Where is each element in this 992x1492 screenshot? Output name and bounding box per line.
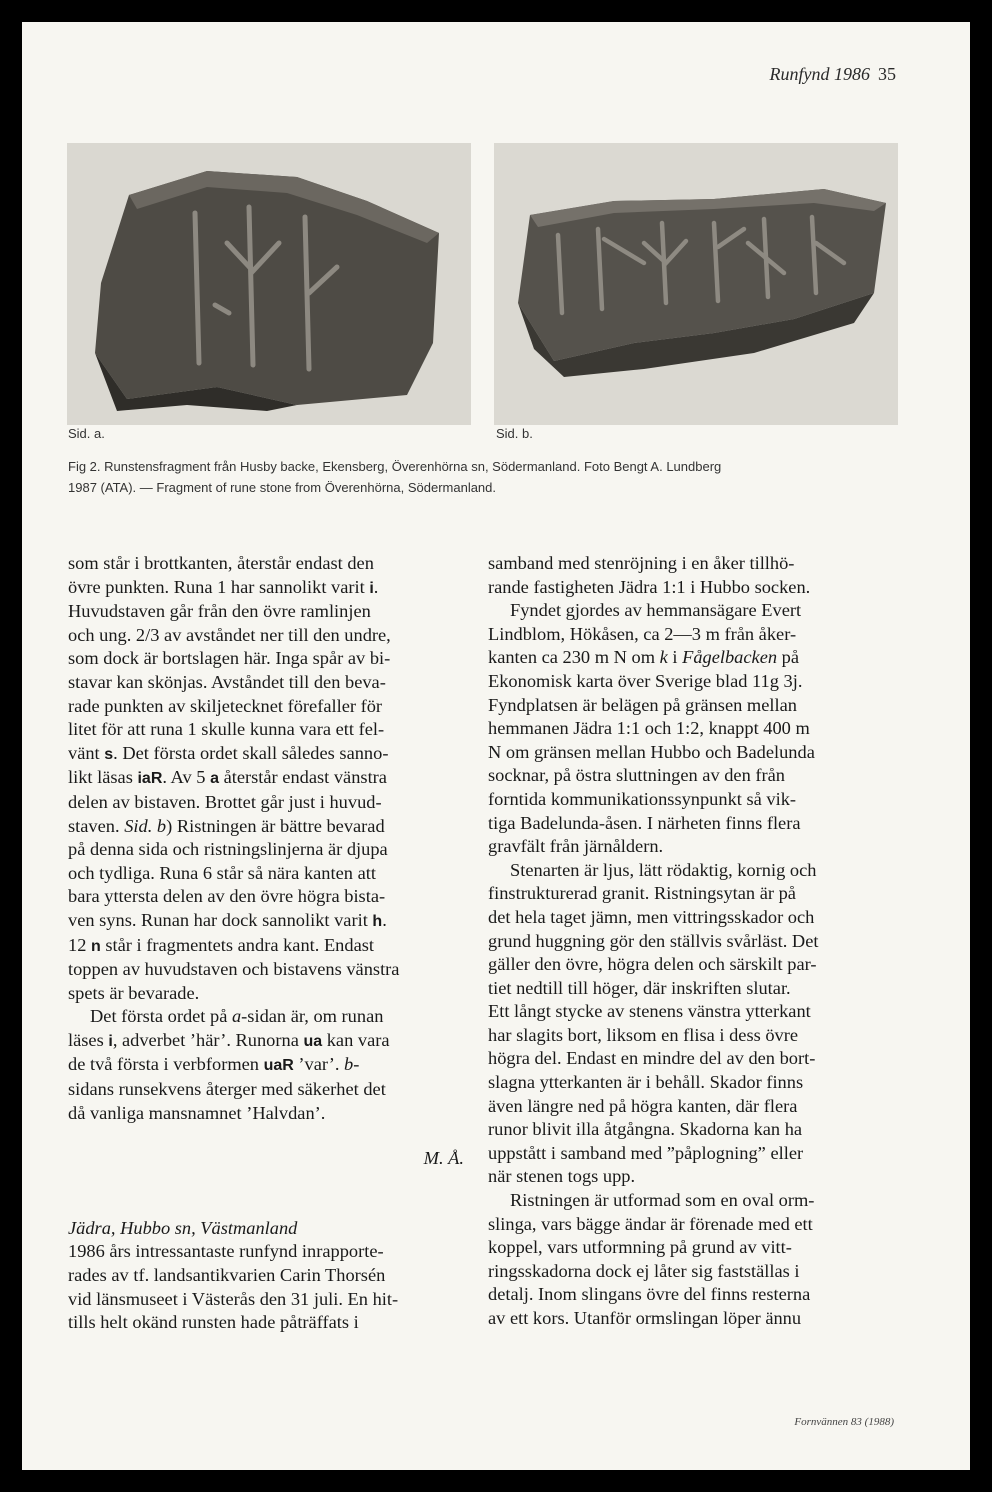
rune-transliteration: n xyxy=(91,937,101,955)
caption-line: 1987 (ATA). — Fragment of rune stone from Överenhörna, Södermanland. xyxy=(68,480,497,495)
text-run: de två första i verbformen xyxy=(68,1054,264,1075)
right-column xyxy=(488,552,900,1331)
text-line: uppstått i samband med ”påplogning” eller xyxy=(488,1142,804,1163)
photo-side-a xyxy=(67,143,471,425)
text-line: som dock är bortslagen här. Inga spår av bi- xyxy=(68,648,391,669)
text-line: på denna sida och ristningslinjerna är djupa xyxy=(68,839,388,860)
text-line: slagna ytterkanten är i behåll. Skador finns xyxy=(488,1072,804,1093)
text-run: återstår endast vänstra xyxy=(218,767,387,788)
text-run: - xyxy=(353,1054,360,1075)
rune-transliteration: h xyxy=(372,912,383,930)
text-line: Ett långt stycke av stenens vänstra ytterkant xyxy=(488,1001,811,1022)
paragraph xyxy=(68,1005,464,1125)
caption-line: Fig 2. Runstensfragment från Husby backe, Ekensberg, Överenhörna sn, Södermanland. Foto Bengt A. Lundberg xyxy=(68,459,722,474)
figure-caption xyxy=(68,456,908,498)
text-run: . xyxy=(382,909,387,930)
text-line xyxy=(68,934,464,959)
text-run: . xyxy=(373,576,379,597)
text-line: delen av bistaven. Brottet går just i huvud- xyxy=(68,791,382,812)
text-line: när stenen togs upp. xyxy=(488,1166,636,1187)
text-line: Fyndplatsen är belägen på gränsen mellan xyxy=(488,694,797,715)
text-line: spets är bevarade. xyxy=(68,982,200,1003)
text-line xyxy=(68,815,464,839)
text-run: läses xyxy=(68,1029,109,1050)
text-line xyxy=(68,742,464,767)
text-line: Ekonomisk karta över Sverige blad 11g 3j. xyxy=(488,670,803,691)
rune-stone-photo-a xyxy=(67,143,471,425)
text-line: ringsskadorna dock ej låter sig fastställas i xyxy=(488,1260,800,1281)
text-line: samband med stenröjning i en åker tillhö- xyxy=(488,553,795,573)
text-run: ven syns. Runan har dock sannolikt varit xyxy=(68,909,373,930)
text-run: ’var’. xyxy=(293,1054,345,1075)
photo-side-b xyxy=(494,143,898,425)
text-line: detalj. Inom slingans övre del finns resterna xyxy=(488,1284,811,1305)
text-line: toppen av huvudstaven och bistavens vänstra xyxy=(68,959,400,980)
text-run: på xyxy=(777,647,800,668)
text-run: i xyxy=(667,647,683,668)
text-line: rades av tf. landsantikvarien Carin Thorsén xyxy=(68,1265,386,1286)
text-line: bara yttersta delen av den övre högra bista- xyxy=(68,886,386,907)
text-line: hemmanen Jädra 1:1 och 1:2, knappt 400 m xyxy=(488,718,810,739)
text-run: . Av 5 xyxy=(162,767,211,788)
text-line: forntida kommunikationssynpunkt så vik- xyxy=(488,788,797,809)
text-line: även längre ned på högra kanten, där flera xyxy=(488,1095,798,1116)
text-line: det hela taget jämn, men vittringsskador och xyxy=(488,906,815,927)
rune-transliteration: ua xyxy=(303,1032,323,1050)
text-line: tiga Badelunda-åsen. I närheten finns flera xyxy=(488,812,801,833)
text-line: N om gränsen mellan Hubbo och Badelunda xyxy=(488,741,815,762)
paragraph xyxy=(488,599,900,859)
text-line: grund huggning gör den ställvis svårläst. Det xyxy=(488,930,819,951)
text-line: gravfält från järnåldern. xyxy=(488,836,664,857)
page-number: 35 xyxy=(878,64,896,84)
text-run: övre punkten. Runa 1 har sannolikt varit xyxy=(68,576,370,597)
text-line: Fyndet gjordes av hemmansägare Evert xyxy=(510,600,802,621)
text-line: koppel, vars utformning på grund av vitt- xyxy=(488,1237,792,1258)
rune-transliteration: uaR xyxy=(263,1057,294,1075)
text-run: -sidan är, om runan xyxy=(241,1006,384,1027)
text-line: som står i brottkanten, återstår endast den xyxy=(68,553,374,573)
text-run: vänt xyxy=(68,742,105,763)
text-run: . Det första ordet skall således sanno- xyxy=(113,742,389,763)
text-line: då vanliga mansnamnet ’Halvdan’. xyxy=(68,1102,326,1123)
text-line: stavar kan skönjas. Avståndet till den beva- xyxy=(68,671,386,692)
text-line: runor blivit illa åtgångna. Skadorna kan ha xyxy=(488,1119,803,1140)
italic-run: Sid. b xyxy=(124,815,167,836)
text-run: kan vara xyxy=(322,1029,390,1050)
text-line: gäller den övre, högra delen och särskilt par- xyxy=(488,954,817,975)
rune-transliteration: iaR xyxy=(137,770,163,788)
rune-transliteration: i xyxy=(108,1032,113,1050)
text-line xyxy=(68,1005,464,1029)
text-line: av ett kors. Utanför ormslingan löper ännu xyxy=(488,1308,802,1328)
text-line: Stenarten är ljus, lätt rödaktig, kornig och xyxy=(510,859,817,880)
paragraph xyxy=(488,859,900,1189)
text-line: litet för att runa 1 skulle kunna vara ett fel- xyxy=(68,719,385,740)
paragraph xyxy=(68,552,464,1005)
running-head xyxy=(770,64,897,85)
text-line xyxy=(68,766,464,791)
italic-run: b xyxy=(344,1054,354,1075)
running-head-title: Runfynd 1986 xyxy=(769,64,870,84)
text-run: står i fragmentets andra kant. Endast xyxy=(100,934,374,955)
rune-transliteration: i xyxy=(369,579,374,597)
text-line: socknar, på östra sluttningen av den från xyxy=(488,765,785,786)
text-line: tiet nedtill till höger, där inskriften slutar. xyxy=(488,977,791,998)
text-line: Ristningen är utformad som en oval orm- xyxy=(510,1190,815,1211)
text-line: högra del. Endast en mindre del av den bort- xyxy=(488,1048,816,1069)
text-line xyxy=(68,1029,464,1054)
text-run: staven. xyxy=(68,815,125,836)
text-line: och tydliga. Runa 6 står så nära kanten att xyxy=(68,862,376,883)
text-line xyxy=(68,576,464,601)
text-line: Lindblom, Hökåsen, ca 2—3 m från åker- xyxy=(488,623,797,644)
text-line: sidans runsekvens återger med säkerhet det xyxy=(68,1079,386,1100)
italic-run: a xyxy=(231,1006,242,1027)
text-line xyxy=(488,646,900,670)
text-run: likt läsas xyxy=(68,767,138,788)
text-line: rade punkten av skiljetecknet förefaller för xyxy=(68,695,383,716)
italic-run: Fågelbacken xyxy=(682,647,778,668)
paragraph xyxy=(68,1217,464,1335)
paragraph xyxy=(488,1189,900,1331)
text-line: har slagits bort, liksom en flisa i dess övre xyxy=(488,1024,799,1045)
journal-footer: Fornvännen 83 (1988) xyxy=(794,1416,894,1428)
paragraph xyxy=(488,552,900,599)
left-column xyxy=(68,552,464,1335)
photo-label-b: Sid. b. xyxy=(496,426,533,441)
text-line: 1986 års intressantaste runfynd inrapporte- xyxy=(68,1241,384,1262)
section-heading: Jädra, Hubbo sn, Västmanland xyxy=(68,1217,298,1238)
text-line: tills helt okänd runsten hade påträffats i xyxy=(68,1312,359,1333)
text-run: 12 xyxy=(68,934,91,955)
text-line: rande fastigheten Jädra 1:1 i Hubbo socken. xyxy=(488,576,811,597)
text-line: vid länsmuseet i Västerås den 31 juli. En hit- xyxy=(68,1288,399,1309)
rune-stone-photo-b xyxy=(494,143,898,425)
rune-transliteration: a xyxy=(210,770,219,788)
text-run: kanten ca 230 m N om xyxy=(488,647,660,668)
text-line: och ung. 2/3 av avståndet ner till den undre, xyxy=(68,624,391,645)
text-line: Huvudstaven går från den övre ramlinjen xyxy=(68,601,371,622)
text-line xyxy=(68,1053,464,1078)
document-page xyxy=(22,22,970,1470)
text-line xyxy=(68,909,464,934)
text-run: Det första ordet på xyxy=(90,1006,232,1027)
text-line: finstrukturerad granit. Ristningsytan är på xyxy=(488,883,796,904)
text-run: , adverbet ’här’. Runorna xyxy=(112,1029,304,1050)
text-run: ) Ristningen är bättre bevarad xyxy=(166,815,385,836)
italic-run: k xyxy=(659,647,668,668)
author-signature: M. Å. xyxy=(423,1148,464,1169)
rune-transliteration: s xyxy=(104,745,114,763)
photo-label-a: Sid. a. xyxy=(68,426,105,441)
text-line: slinga, vars bägge ändar är förenade med ett xyxy=(488,1213,813,1234)
